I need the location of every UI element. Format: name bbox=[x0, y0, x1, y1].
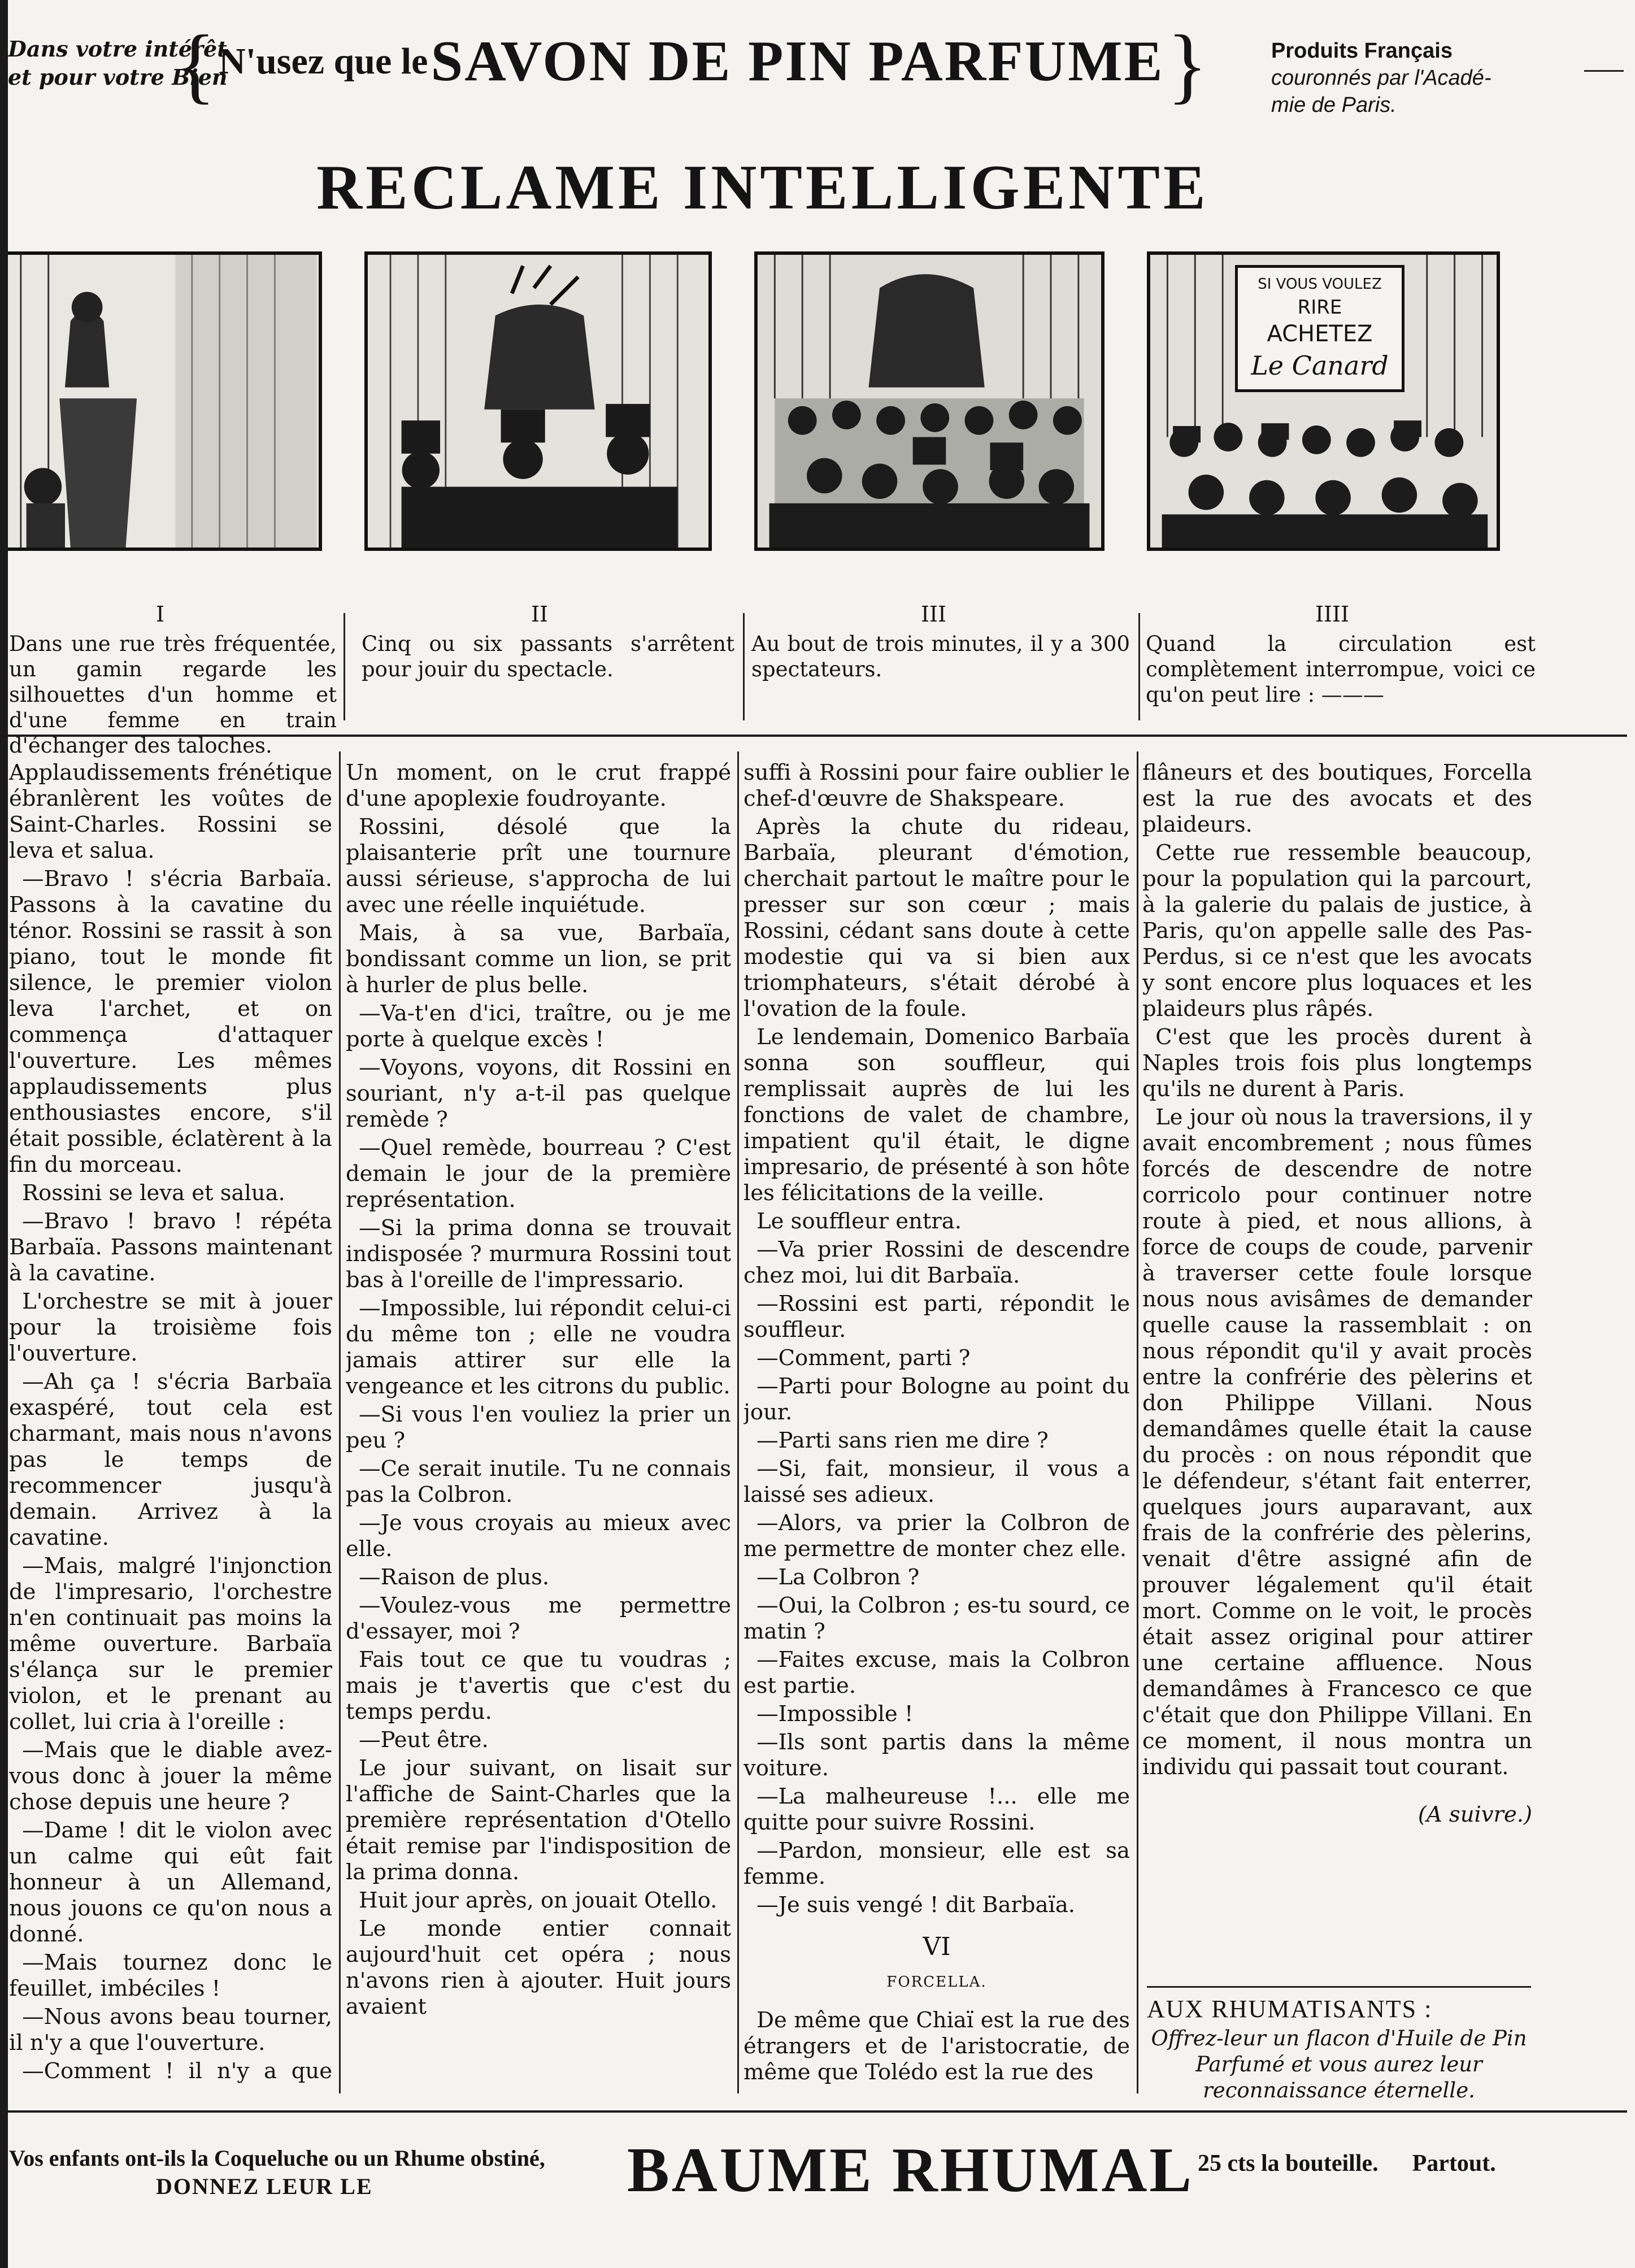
paragraph: —Mais, malgré l'injonction de l'impresario, l'orchestre n'en continuait pas moins la même ouverture. Barbaïa s'élança sur le premier violon, et le prenant au collet, lui cria à l'oreille : bbox=[9, 1553, 332, 1735]
caption-divider bbox=[343, 613, 345, 720]
paragraph: —Dame ! dit le violon avec un calme qui eût fait honneur à un Allemand, nous jouons ce qu'on nous a donné. bbox=[9, 1818, 332, 1947]
paragraph: —Comment ! il n'y a que bbox=[22, 2058, 332, 2084]
paragraph: —Voyons, voyons, dit Rossini en souriant, n'y a-t-il pas quelque remède ? bbox=[346, 1055, 731, 1132]
section-number: VI bbox=[923, 1932, 951, 1961]
paragraph: Cette rue ressemble beaucoup, pour la population qui la parcourt, à la galerie du palais de justice, à Paris, qu'on appelle salle des Pas-Perdus, si ce n'est que les avocats y sont encore plus loquaces et les plaideurs plus râpés. bbox=[1142, 840, 1532, 1022]
paragraph: —Parti pour Bologne au point du jour. bbox=[743, 1374, 1130, 1425]
bottom-ad-banner bbox=[0, 2127, 1635, 2240]
paragraph: —Pardon, monsieur, elle est sa femme. bbox=[743, 1838, 1130, 1889]
comic-panel-4 bbox=[1147, 251, 1500, 551]
paragraph: —Mais que le diable avez-vous donc à jouer la même chose depuis une heure ? bbox=[9, 1737, 332, 1815]
paragraph: —Impossible, lui répondit celui-ci du même ton ; elle ne voudra jamais attirer sur elle la vengeance et les citrons du public. bbox=[346, 1296, 731, 1399]
paragraph: Le lendemain, Domenico Barbaïa sonna son souffleur, qui remplissait auprès de lui les fonctions de valet de chambre, impatient qu'il était, le digne impresario, de présenté à son hôte les félicitations de la veille. bbox=[743, 1024, 1130, 1206]
rheumatism-ad-body: Offrez-leur un flacon d'Huile de Pin Parfumé et vous aurez leur reconnaissance éternelle. bbox=[1151, 2026, 1527, 2102]
top-ad-banner bbox=[0, 18, 1635, 117]
sign-line: RIRE bbox=[1297, 296, 1342, 319]
bottom-ad-left-text bbox=[9, 2144, 602, 2201]
paragraph: C'est que les procès durent à Naples trois fois plus longtemps qu'ils ne durent à Paris. bbox=[1142, 1024, 1532, 1102]
paragraph: —La Colbron ? bbox=[756, 1565, 920, 1590]
paragraph: suffi à Rossini pour faire oublier le chef-d'œuvre de Shakspeare. bbox=[743, 760, 1130, 811]
paragraph: L'orchestre se mit à jouer pour la troisième fois l'ouverture. bbox=[9, 1289, 332, 1366]
comic-panel-1 bbox=[8, 251, 322, 551]
baume-rhumal-title: BAUME RHUMAL bbox=[627, 2135, 1194, 2205]
paragraph: Le jour où nous la traversions, il y avait encombrement ; nous fûmes forcés de descendre de notre corricolo pour continuer notre route à pied, et nous allions, à force de coups de coude, parvenir à traverser cette foule lorsque nous nous avisâmes de demander quelle cause la rassemblait : on nous répondit qu'il y avait procès entre la confrérie des pèlerins et don Philippe Villani. Nous demandâmes quelle était la cause du procès : on nous répondit que le défendeur, s'étant fait enterrer, quelques jours auparavant, aux frais de la confrérie des pèlerins, venait d'être assigné afin de prouver légalement qu'il était mort. Comme on le voit, le procès était assez original pour attirer une certaine affluence. Nous demandâmes à Francesco ce que c'était que don Philippe Villani. En ce moment, il nous montra un individu qui passait tout courant. bbox=[1142, 1105, 1532, 1780]
comic-panel-2 bbox=[364, 251, 712, 551]
column-divider bbox=[737, 751, 739, 2093]
paragraph: —Peut être. bbox=[359, 1727, 489, 1753]
top-ad-left-text bbox=[8, 35, 228, 92]
paragraph: —Je vous croyais au mieux avec elle. bbox=[346, 1510, 731, 1562]
caption-1 bbox=[9, 602, 337, 758]
paragraph: —Si, fait, monsieur, il vous a laissé ses adieux. bbox=[743, 1456, 1130, 1507]
article-column-2 bbox=[346, 760, 731, 2085]
caption-2 bbox=[362, 602, 734, 712]
caption-number: IIII bbox=[1315, 602, 1350, 627]
comic-panel-3 bbox=[754, 251, 1105, 551]
brace-close: } bbox=[1167, 18, 1208, 112]
paragraph: —Parti sans rien me dire ? bbox=[756, 1428, 1049, 1453]
paragraph: De même que Chiaï est la rue des étrangers et de l'aristocratie, de même que Tolédo est la rue des bbox=[743, 2008, 1130, 2085]
sign-line: SI VOUS VOULEZ bbox=[1258, 276, 1382, 293]
paragraph: —Je suis vengé ! dit Barbaïa. bbox=[756, 1892, 1076, 1918]
bottom-ad-line: Vos enfants ont-ils la Coqueluche ou un Rhume obstiné, bbox=[9, 2145, 545, 2171]
paragraph: —Mais tournez donc le feuillet, imbéciles ! bbox=[9, 1950, 332, 2001]
panel-2-illustration bbox=[368, 255, 708, 548]
brace-open: { bbox=[175, 18, 216, 112]
top-ad-right-text bbox=[1271, 37, 1633, 119]
paragraph: —Bravo ! s'écria Barbaïa. Passons à la cavatine du ténor. Rossini se rassit à son piano, tout le monde fit silence, le premier violon leva l'archet, et on commença d'attaquer l'ouverture. Les mêmes applaudissements plus enthousiastes encore, s'il était possible, éclatèrent à la fin du morceau. bbox=[9, 866, 332, 1178]
rheumatism-ad-heading: AUX RHUMATISANTS : bbox=[1147, 1995, 1433, 2023]
caption-number: I bbox=[156, 602, 165, 627]
panel-1-illustration bbox=[8, 255, 319, 548]
price: 25 cts la bouteille. bbox=[1198, 2150, 1379, 2176]
sign-line: Le Canard bbox=[1251, 350, 1389, 381]
caption-text: Cinq ou six passants s'arrêtent pour jouir du spectacle. bbox=[362, 632, 734, 681]
paragraph: Un moment, on le crut frappé d'une apoplexie foudroyante. bbox=[346, 760, 731, 811]
paragraph: —Va prier Rossini de descendre chez moi, lui dit Barbaïa. bbox=[743, 1237, 1130, 1288]
scan-edge bbox=[0, 0, 8, 2268]
paragraph: Huit jour après, on jouait Otello. bbox=[359, 1888, 718, 1913]
paragraph: —Raison de plus. bbox=[359, 1565, 550, 1590]
paragraph: Le jour suivant, on lisait sur l'affiche de Saint-Charles que la première représentation d'Otello était remise par l'indisposition de la prima donna. bbox=[346, 1756, 731, 1885]
slogan-small: N'usez que le bbox=[219, 41, 428, 82]
continued-note: (A suivre.) bbox=[1417, 1802, 1532, 1827]
paragraph: Le monde entier connait aujourd'huit cet opéra ; nous n'avons rien à ajouter. Huit jours avaient bbox=[346, 1916, 731, 2019]
availability: Partout. bbox=[1412, 2150, 1496, 2176]
paragraph: flâneurs et des boutiques, Forcella est la rue des avocats et des plaideurs. bbox=[1142, 760, 1532, 837]
article-column-4 bbox=[1142, 760, 1532, 1969]
caption-divider bbox=[1138, 613, 1140, 720]
paragraph: —Nous avons beau tourner, il n'y a que l'ouverture. bbox=[9, 2004, 332, 2056]
horizontal-rule bbox=[8, 2110, 1627, 2113]
paragraph: Fais tout ce que tu voudras ; mais je t'avertis que c'est du temps perdu. bbox=[346, 1647, 731, 1724]
paragraph: —Ce serait inutile. Tu ne connais pas la Colbron. bbox=[346, 1456, 731, 1507]
bottom-ad-line: DONNEZ LEUR LE bbox=[156, 2174, 373, 2199]
headline: RECLAME INTELLIGENTE bbox=[316, 153, 1209, 223]
top-ad-right-line: couronnés par l'Acadé- bbox=[1271, 66, 1491, 90]
paragraph: Rossini se leva et salua. bbox=[22, 1180, 285, 1206]
paragraph: —Si la prima donna se trouvait indisposée ? murmura Rossini tout bas à l'oreille de l'impressario. bbox=[346, 1215, 731, 1293]
bottom-ad-right-text bbox=[1198, 2150, 1496, 2177]
paragraph: —Faites excuse, mais la Colbron est partie. bbox=[743, 1647, 1130, 1698]
caption-4 bbox=[1146, 602, 1536, 712]
caption-text: Dans une rue très fréquentée, un gamin regarde les silhouettes d'un homme et d'une femme en train d'échanger des taloches. bbox=[9, 632, 337, 758]
paragraph: Après la chute du rideau, Barbaïa, pleurant d'émotion, cherchait partout le maître pour le presser sur son cœur ; mais Rossini, cédant sans doute à cette modestie qui va si bien aux triomphateurs, s'était dérobé à l'ovation de la foule. bbox=[743, 814, 1130, 1022]
column-divider bbox=[1137, 751, 1138, 2093]
slogan-big: SAVON DE PIN PARFUME bbox=[431, 29, 1164, 93]
paragraph: Applaudissements frénétique ébranlèrent les voûtes de Saint-Charles. Rossini se leva et salua. bbox=[9, 760, 332, 863]
rheumatism-ad bbox=[1147, 1986, 1531, 2104]
paragraph: —Voulez-vous me permettre d'essayer, moi ? bbox=[346, 1593, 731, 1644]
paragraph: —Ah ça ! s'écria Barbaïa exaspéré, tout cela est charmant, mais nous n'avons pas le temps de recommencer jusqu'à demain. Arrivez à la cavatine. bbox=[9, 1369, 332, 1550]
section-title: FORCELLA. bbox=[886, 1974, 987, 1991]
paragraph: —Si vous l'en vouliez la prier un peu ? bbox=[346, 1402, 731, 1453]
top-ad-left-line: Dans votre intérêt bbox=[8, 36, 227, 62]
paragraph: —Ils sont partis dans la même voiture. bbox=[743, 1730, 1130, 1781]
paragraph: Le souffleur entra. bbox=[756, 1209, 962, 1234]
top-ad-right-line: mie de Paris. bbox=[1271, 93, 1397, 117]
panel-3-illustration bbox=[758, 255, 1101, 548]
caption-text: Au bout de trois minutes, il y a 300 spectateurs. bbox=[751, 632, 1130, 681]
divider bbox=[1584, 70, 1624, 72]
article-column-3 bbox=[743, 760, 1130, 2085]
caption-divider bbox=[743, 613, 745, 720]
paragraph: —La malheureuse !... elle me quitte pour suivre Rossini. bbox=[743, 1784, 1130, 1835]
caption-3 bbox=[751, 602, 1130, 712]
horizontal-rule bbox=[8, 735, 1627, 737]
paragraph: —Oui, la Colbron ; es-tu sourd, ce matin ? bbox=[743, 1593, 1130, 1644]
column-divider bbox=[339, 751, 341, 2093]
paragraph: —Rossini est parti, répondit le souffleur. bbox=[743, 1291, 1130, 1342]
paragraph: —Va-t'en d'ici, traître, ou je me porte à quelque excès ! bbox=[346, 1001, 731, 1052]
paragraph: —Comment, parti ? bbox=[756, 1345, 971, 1371]
soap-slogan bbox=[175, 18, 1266, 112]
top-ad-right-line: Produits Français bbox=[1271, 39, 1453, 63]
caption-text: Quand la circulation est complètement interrompue, voici ce qu'on peut lire : ——— bbox=[1146, 632, 1536, 707]
paragraph: Mais, à sa vue, Barbaïa, bondissant comme un lion, se prit à hurler de plus belle. bbox=[346, 920, 731, 998]
paragraph: —Bravo ! bravo ! répéta Barbaïa. Passons maintenant à la cavatine. bbox=[9, 1209, 332, 1286]
sign-line: ACHETEZ bbox=[1267, 321, 1373, 347]
caption-number: III bbox=[921, 602, 947, 627]
paragraph: —Alors, va prier la Colbron de me permettre de monter chez elle. bbox=[743, 1510, 1130, 1562]
article-column-1 bbox=[9, 760, 332, 2085]
le-canard-sign bbox=[1235, 265, 1404, 392]
paragraph: Rossini, désolé que la plaisanterie prît une tournure aussi sérieuse, s'approcha de lui avec une réelle inquiétude. bbox=[346, 814, 731, 918]
paragraph: —Impossible ! bbox=[756, 1701, 914, 1727]
paragraph: —Quel remède, bourreau ? C'est demain le jour de la première représentation. bbox=[346, 1135, 731, 1213]
top-ad-left-line: et pour votre Bien bbox=[8, 64, 228, 90]
caption-number: II bbox=[531, 602, 549, 627]
